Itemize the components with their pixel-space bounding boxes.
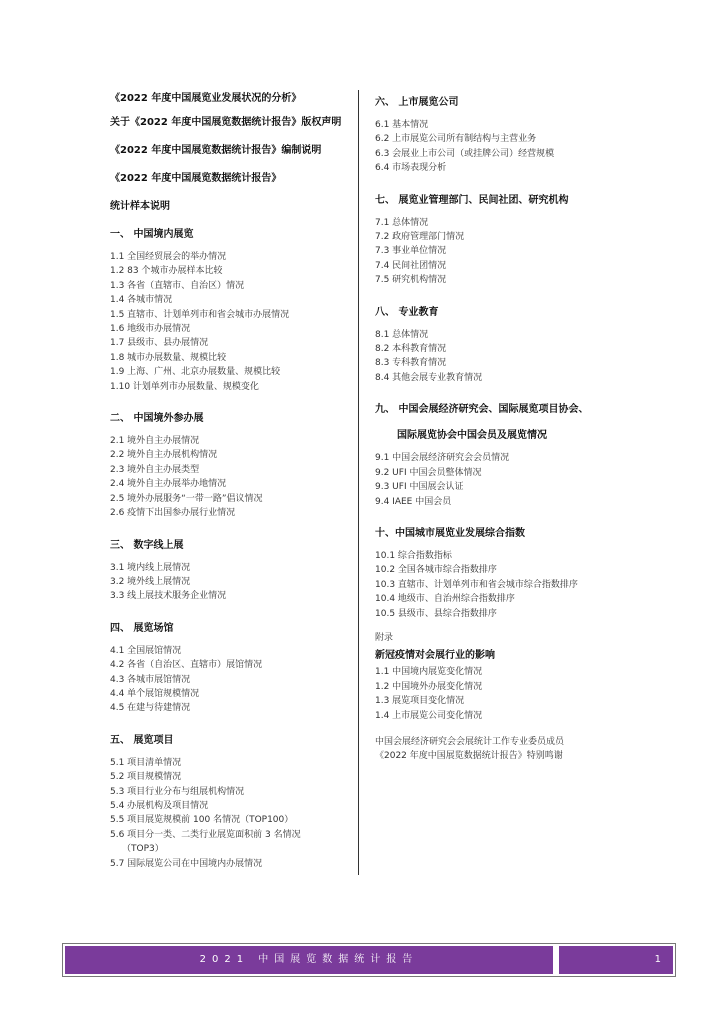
page-number: 1 xyxy=(654,954,661,965)
toc-item[interactable]: 1.10 计划单列市办展数量、规模变化 xyxy=(110,381,259,392)
toc-item[interactable]: 2.2 境外自主办展机构情况 xyxy=(110,450,218,461)
section-title-10[interactable]: 十、中国城市展览业发展综合指数 xyxy=(375,527,525,539)
toc-item[interactable]: 5.4 办展机构及项目情况 xyxy=(110,800,209,811)
toc-item[interactable]: 2.5 境外办展服务“一带一路”倡议情况 xyxy=(110,493,263,504)
toc-heading[interactable]: 《2022 年度中国展览数据统计报告》编制说明 xyxy=(110,145,322,156)
section-list-9 xyxy=(375,451,625,509)
toc-item[interactable]: 4.2 各省（自治区、直辖市）展馆情况 xyxy=(110,660,263,671)
toc-item[interactable]: 6.4 市场表现分析 xyxy=(375,163,447,174)
toc-item[interactable]: 4.5 在建与待建情况 xyxy=(110,703,191,714)
toc-item[interactable]: 1.2 中国境外办展变化情况 xyxy=(375,681,483,692)
toc-heading[interactable]: 《2022 年度中国展览数据统计报告》 xyxy=(110,173,282,184)
toc-item[interactable]: 10.1 综合指数指标 xyxy=(375,550,452,561)
section-list-6 xyxy=(375,118,625,176)
toc-item[interactable]: 5.2 项目规模情况 xyxy=(110,772,182,783)
toc-item[interactable]: 8.3 专科教育情况 xyxy=(375,358,447,369)
toc-item[interactable]: 1.5 直辖市、计划单列市和省会城市办展情况 xyxy=(110,309,290,320)
toc-item[interactable]: 4.4 单个展馆规模情况 xyxy=(110,688,200,699)
toc-item[interactable]: 3.1 境内线上展情况 xyxy=(110,562,191,573)
footer-title: 2021 中国展览数据统计报告 xyxy=(199,954,419,965)
toc-left-column xyxy=(110,90,359,875)
section-title-6[interactable]: 六、 上市展览公司 xyxy=(375,97,459,108)
toc-item[interactable]: 10.4 地级市、自治州综合指数排序 xyxy=(375,594,515,605)
toc-item[interactable]: 9.4 IAEE 中国会员 xyxy=(375,496,452,507)
toc-item[interactable]: 4.1 全国展馆情况 xyxy=(110,645,182,656)
toc-item[interactable]: 1.4 上市展览公司变化情况 xyxy=(375,710,483,721)
toc-item[interactable]: 7.1 总体情况 xyxy=(375,217,429,228)
toc-item[interactable]: 6.2 上市展览公司所有制结构与主营业务 xyxy=(375,134,537,145)
toc-item[interactable]: 1.8 城市办展数量、规模比较 xyxy=(110,352,227,363)
toc-item[interactable]: 7.3 事业单位情况 xyxy=(375,246,447,257)
toc-item[interactable]: 1.2 83 个城市办展样本比较 xyxy=(110,266,223,277)
toc-item[interactable]: 1.7 县级市、县办展情况 xyxy=(110,338,209,349)
section-list-8 xyxy=(375,328,625,386)
toc-item[interactable]: 1.4 各城市情况 xyxy=(110,295,173,306)
section-list-1 xyxy=(110,250,350,394)
appendix-title[interactable]: 新冠疫情对会展行业的影响 xyxy=(375,650,495,662)
toc-item[interactable]: 1.3 展览项目变化情况 xyxy=(375,696,465,707)
toc-item[interactable]: 5.5 项目展览规模前 100 名情况（TOP100） xyxy=(110,815,294,826)
section-title-1[interactable]: 一、 中国境内展览 xyxy=(110,229,194,240)
toc-heading[interactable]: 统计样本说明 xyxy=(110,201,170,212)
toc-item[interactable]: 5.1 项目清单情况 xyxy=(110,757,182,768)
section-title-4[interactable]: 四、 展览场馆 xyxy=(110,622,174,634)
toc-item[interactable]: 5.3 项目行业分布与组展机构情况 xyxy=(110,786,245,797)
section-list-7 xyxy=(375,216,625,288)
section-list-2 xyxy=(110,434,350,520)
toc-item[interactable]: 1.9 上海、广州、北京办展数量、规模比较 xyxy=(110,367,281,378)
appendix-label: 附录 xyxy=(375,632,394,643)
toc-item[interactable]: 2.3 境外自主办展类型 xyxy=(110,464,200,475)
toc-item[interactable]: 7.4 民间社团情况 xyxy=(375,260,447,271)
toc-item[interactable]: 8.2 本科教育情况 xyxy=(375,344,447,355)
section-list-10 xyxy=(375,549,620,621)
toc-heading[interactable]: 《2022 年度中国展览业发展状况的分析》 xyxy=(110,93,302,104)
section-list-4 xyxy=(110,644,350,716)
toc-item[interactable]: 10.2 全国各城市综合指数排序 xyxy=(375,565,497,576)
toc-item[interactable]: 7.2 政府管理部门情况 xyxy=(375,232,465,243)
toc-item[interactable]: 1.6 地级市办展情况 xyxy=(110,324,191,335)
toc-item[interactable]: 8.1 总体情况 xyxy=(375,329,429,340)
section-title-3[interactable]: 三、 数字线上展 xyxy=(110,539,184,551)
section-title-9[interactable]: 九、 中国会展经济研究会、国际展览项目协会、 xyxy=(375,404,589,416)
toc-item[interactable]: 3.2 境外线上展情况 xyxy=(110,576,191,587)
toc-item[interactable]: 1.3 各省（直辖市、自治区）情况 xyxy=(110,280,245,291)
toc-item[interactable]: 5.7 国际展览公司在中国境内办展情况 xyxy=(110,858,263,869)
toc-right-column xyxy=(375,90,625,764)
toc-item[interactable]: 2.1 境外自主办展情况 xyxy=(110,436,200,447)
toc-item-continuation[interactable]: （TOP3） xyxy=(122,844,164,855)
toc-item[interactable]: 2.6 疫情下出国参办展行业情况 xyxy=(110,508,236,519)
toc-item[interactable]: 6.3 会展业上市公司（或挂牌公司）经营规模 xyxy=(375,148,555,159)
toc-item[interactable]: 5.6 项目分一类、二类行业展览面积前 3 名情况 xyxy=(110,829,301,840)
toc-item[interactable]: 9.3 UFI 中国展会认证 xyxy=(375,482,464,493)
toc-item[interactable]: 3.3 线上展技术服务企业情况 xyxy=(110,591,227,602)
toc-item[interactable]: 1.1 全国经贸展会的举办情况 xyxy=(110,252,227,262)
section-list-3 xyxy=(110,561,350,604)
acknowledgement xyxy=(375,735,625,764)
section-title-2[interactable]: 二、 中国境外参办展 xyxy=(110,413,204,425)
toc-item[interactable]: 9.2 UFI 中国会员整体情况 xyxy=(375,467,482,478)
acknowledgement-line: 中国会展经济研究会会展统计工作专业委员成员 xyxy=(375,736,565,747)
section-title-8[interactable]: 八、 专业教育 xyxy=(375,306,439,318)
toc-item[interactable]: 10.3 直辖市、计划单列市和省会城市综合指数排序 xyxy=(375,579,578,590)
appendix-list xyxy=(375,665,625,723)
section-title-5[interactable]: 五、 展览项目 xyxy=(110,734,174,746)
section-title-9-continuation[interactable]: 国际展览协会中国会员及展览情况 xyxy=(397,430,547,442)
toc-item[interactable]: 6.1 基本情况 xyxy=(375,120,429,130)
toc-item[interactable]: 8.4 其他会展专业教育情况 xyxy=(375,372,483,383)
toc-item[interactable]: 9.1 中国会展经济研究会会员情况 xyxy=(375,453,510,464)
toc-item[interactable]: 2.4 境外自主办展举办地情况 xyxy=(110,479,227,490)
toc-heading[interactable]: 关于《2022 年度中国展览数据统计报告》版权声明 xyxy=(110,117,342,128)
toc-item[interactable]: 1.1 中国境内展览变化情况 xyxy=(375,667,483,678)
toc-item[interactable]: 4.3 各城市展馆情况 xyxy=(110,674,191,685)
toc-item[interactable]: 7.5 研究机构情况 xyxy=(375,275,447,286)
toc-item[interactable]: 10.5 县级市、县综合指数排序 xyxy=(375,608,497,619)
acknowledgement-line: 《2022 年度中国展览数据统计报告》特别鸣谢 xyxy=(375,751,563,762)
section-title-7[interactable]: 七、 展览业管理部门、民间社团、研究机构 xyxy=(375,194,569,206)
section-list-5 xyxy=(110,756,350,871)
